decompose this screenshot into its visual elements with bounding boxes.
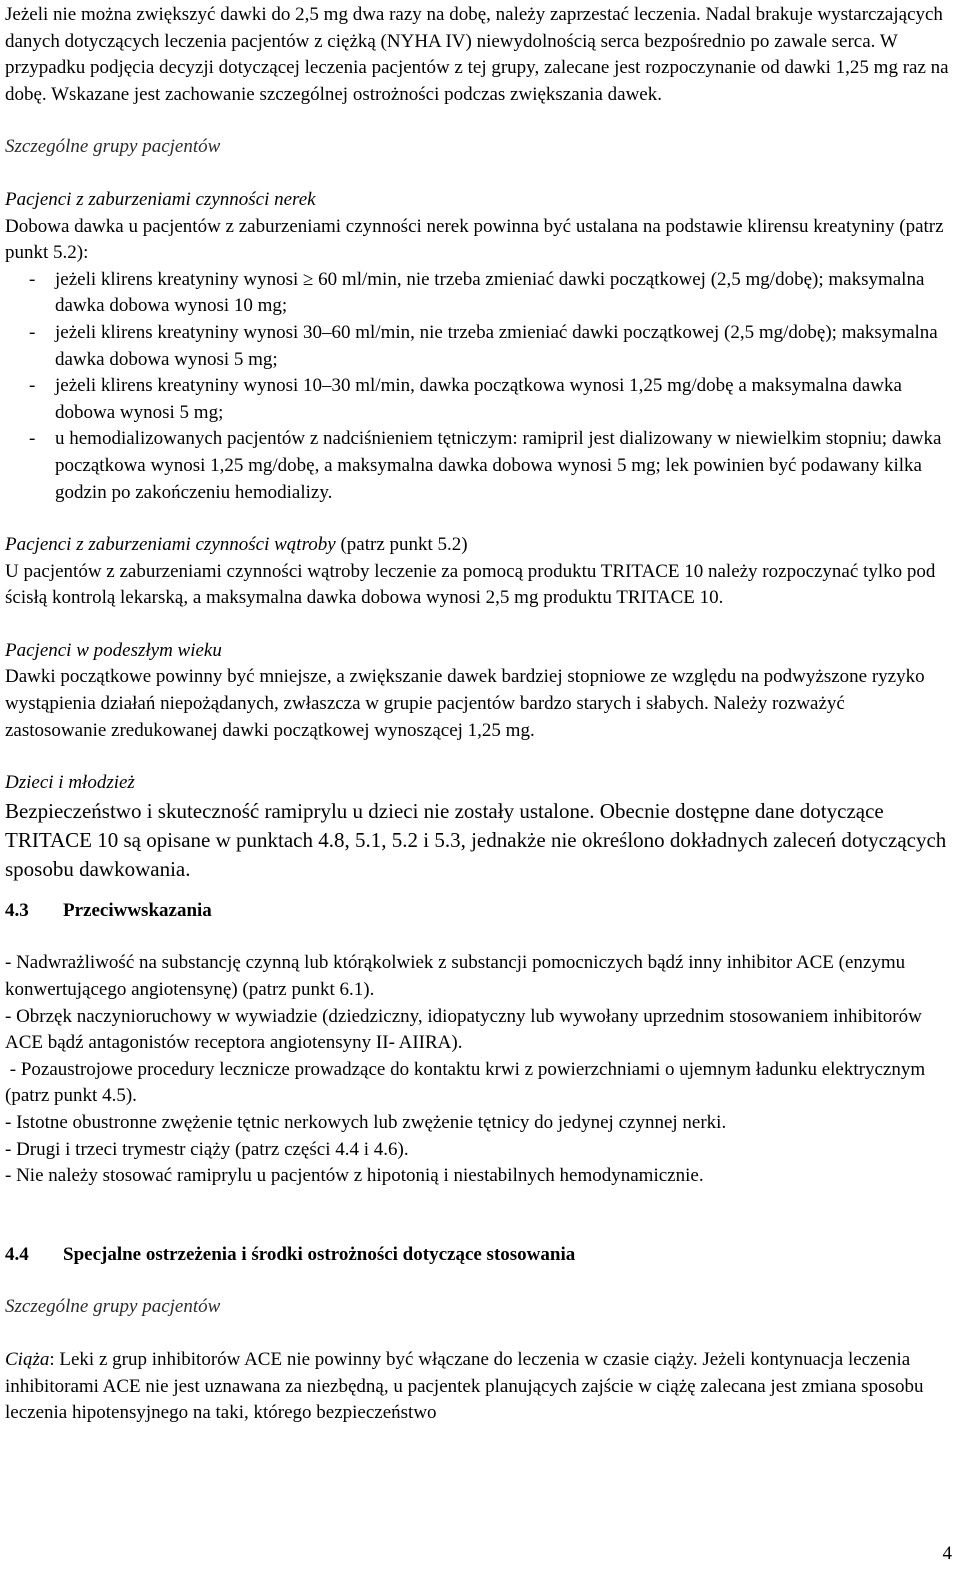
section-number: 4.4 bbox=[5, 1243, 29, 1265]
pregnancy-label: Ciąża bbox=[5, 1348, 50, 1370]
section-4-3-heading bbox=[5, 898, 950, 925]
hepatic-paragraph: U pacjentów z zaburzeniami czynności wątroby leczenie za pomocą produktu TRITACE 10 należy rozpoczynać tylko pod ścisłą kontrolą lekarską, a maksymalna dawka dobowa wynosi 2,5 mg produktu TRITACE 10. bbox=[5, 560, 936, 609]
section-4-4-heading bbox=[5, 1242, 950, 1269]
elderly-paragraph: Dawki początkowe powinny być mniejsze, a zwiększanie dawek bardziej stopniowe ze względu na podwyższone ryzyko wystąpienia działań niepożądanych, zwłaszcza w grupie pacjentów bardzo starych i słabych. Należy rozważyć zastosowanie zredukowanej dawki początkowej wynoszącej 1,25 mg. bbox=[5, 666, 925, 741]
elderly-subheading: Pacjenci w podeszłym wieku bbox=[5, 639, 222, 661]
renal-subheading: Pacjenci z zaburzeniami czynności nerek bbox=[5, 188, 316, 210]
list-item: - jeżeli klirens kreatyniny wynosi 10–30 ml/min, dawka początkowa wynosi 1,25 mg/dobę a maksymalna dawka dobowa wynosi 5 mg; bbox=[5, 373, 950, 426]
section-title: Specjalne ostrzeżenia i środki ostrożności dotyczące stosowania bbox=[63, 1243, 576, 1265]
list-item: - Obrzęk naczynioruchowy w wywiadzie (dziedziczny, idiopatyczny lub wywołany uprzednim stosowaniem inhibitorów ACE bądź antagonistów receptora angiotensyny II- AIIRA). bbox=[5, 1005, 922, 1054]
renal-dose-list bbox=[5, 267, 950, 506]
children-paragraph: Bezpieczeństwo i skuteczność ramiprylu u dzieci nie zostały ustalone. Obecnie dostępne dane dotyczące TRITACE 10 są opisane w punktach 4.8, 5.1, 5.2 i 5.3, jednakże nie określono dokładnych zaleceń dotyczących sposobu dawkowania. bbox=[5, 798, 947, 881]
special-groups-heading: Szczególne grupy pacjentów bbox=[5, 136, 221, 158]
list-item: - Istotne obustronne zwężenie tętnic nerkowych lub zwężenie tętnicy do jedynej czynnej nerki. bbox=[5, 1112, 727, 1133]
renal-paragraph: Dobowa dawka u pacjentów z zaburzeniami czynności nerek powinna być ustalana na podstawie klirensu kreatyniny (patrz punkt 5.2): bbox=[5, 215, 944, 264]
list-item: - u hemodializowanych pacjentów z nadciśnieniem tętniczym: ramipril jest dializowany w niewielkim stopniu; dawka początkowa wynosi 1,25 mg/dobę, a maksymalna dawka dobowa wynosi 5 mg; lek powinien być podawany kilka godzin po zakończeniu hemodializy. bbox=[5, 426, 950, 506]
list-item: - Drugi i trzeci trymestr ciąży (patrz części 4.4 i 4.6). bbox=[5, 1138, 409, 1160]
hepatic-reference: (patrz punkt 5.2) bbox=[335, 534, 468, 556]
list-item: - jeżeli klirens kreatyniny wynosi 30–60 ml/min, nie trzeba zmieniać dawki początkowej (2,5 mg/dobę); maksymalna dawka dobowa wynosi 5 mg; bbox=[5, 320, 950, 373]
special-groups-subheading: Szczególne grupy pacjentów bbox=[5, 1296, 221, 1318]
list-item: - Nie należy stosować ramiprylu u pacjentów z hipotonią i niestabilnych hemodynamicznie. bbox=[5, 1165, 704, 1187]
pregnancy-text: : Leki z grup inhibitorów ACE nie powinny być włączane do leczenia w czasie ciąży. Jeżeli kontynuacja leczenia inhibitorami ACE nie jest uznawana za niezbędną, u pacjentek planujących zajście w ciążę zalecana jest zmiana sposobu leczenia hipotensyjnego na taki, którego bezpieczeństwo bbox=[5, 1348, 924, 1424]
page-number: 4 bbox=[942, 1543, 952, 1565]
list-item: - Nadwrażliwość na substancję czynną lub którąkolwiek z substancji pomocniczych bądź inny inhibitor ACE (enzymu konwertującego angiotensynę) (patrz punkt 6.1). bbox=[5, 952, 906, 1001]
intro-paragraph: Jeżeli nie można zwiększyć dawki do 2,5 mg dwa razy na dobę, należy zaprzestać leczenia. Nadal brakuje wystarczających danych dotyczących leczenia pacjentów z ciężką (NYHA IV) niewydolnością serca bezpośrednio po zawale serca. W przypadku podjęcia decyzji dotyczącej leczenia pacjentów z tej grupy, zalecane jest rozpoczynanie od dawki 1,25 mg raz na dobę. Wskazane jest zachowanie szczególnej ostrożności podczas zwiększania dawek. bbox=[5, 4, 949, 105]
list-item: - Pozaustrojowe procedury lecznicze prowadzące do kontaktu krwi z powierzchniami o ujemnym ładunku elektrycznym (patrz punkt 4.5). bbox=[5, 1058, 930, 1107]
contraindications-list bbox=[5, 950, 950, 1189]
hepatic-subheading: Pacjenci z zaburzeniami czynności wątroby bbox=[5, 534, 336, 556]
hepatic-subheading-line bbox=[5, 532, 950, 559]
list-item: - jeżeli klirens kreatyniny wynosi ≥ 60 ml/min, nie trzeba zmieniać dawki początkowej (2,5 mg/dobę); maksymalna dawka dobowa wynosi 10 mg; bbox=[5, 267, 950, 320]
pregnancy-paragraph bbox=[5, 1347, 950, 1427]
section-title: Przeciwwskazania bbox=[63, 899, 212, 921]
section-number: 4.3 bbox=[5, 899, 29, 921]
children-subheading: Dzieci i młodzież bbox=[5, 772, 135, 794]
